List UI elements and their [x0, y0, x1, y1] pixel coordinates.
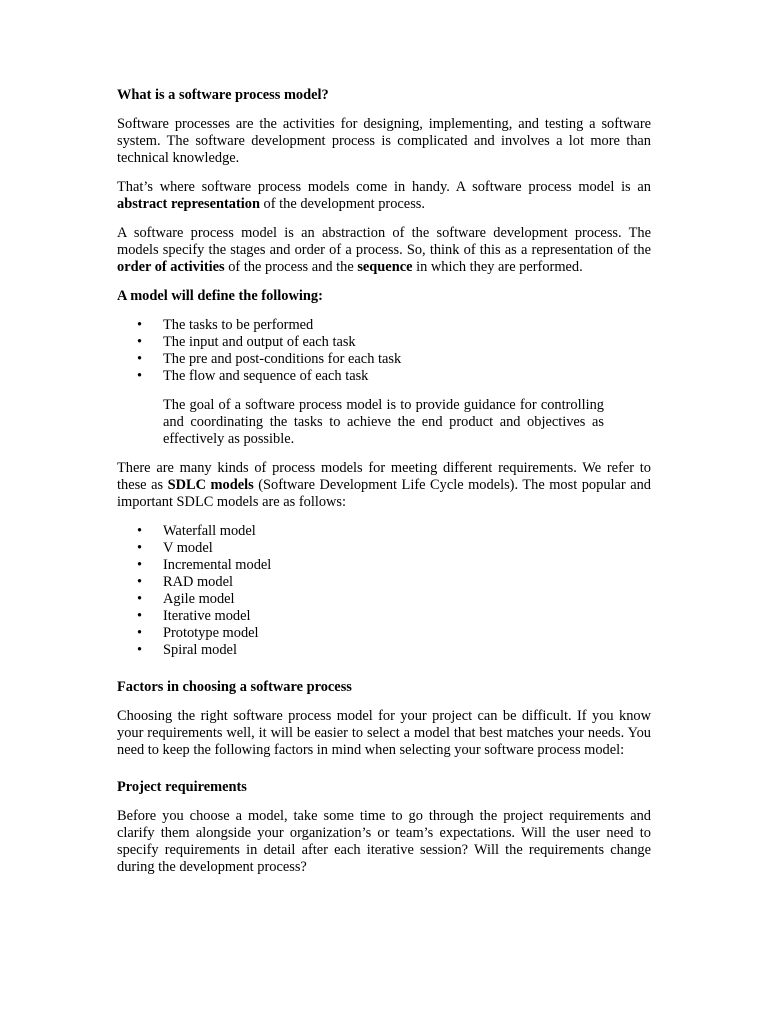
list-item-text: Spiral model: [163, 642, 237, 658]
list-item: [117, 574, 651, 591]
list-sdlc-models: [117, 523, 651, 659]
list-item: [117, 642, 651, 659]
bullet-icon: •: [137, 591, 143, 607]
list-model-defines: [117, 317, 651, 385]
list-item-text: Waterfall model: [163, 523, 256, 539]
bullet-icon: •: [137, 557, 143, 573]
list-item-text: The input and output of each task: [163, 334, 356, 350]
bullet-icon: •: [137, 523, 143, 539]
list-item: [117, 540, 651, 557]
text-segment: in which they are performed.: [412, 259, 583, 275]
list-item: [117, 368, 651, 385]
bullet-icon: •: [137, 574, 143, 590]
list-item-text: Iterative model: [163, 608, 251, 624]
list-item-text: The flow and sequence of each task: [163, 368, 369, 384]
paragraph-process-models: [117, 179, 651, 213]
text-segment: of the process and the: [224, 259, 358, 275]
bold-order-of-activities: order of activities: [117, 259, 225, 275]
list-item: [117, 334, 651, 351]
list-item: [117, 591, 651, 608]
bullet-icon: •: [137, 368, 143, 384]
bullet-icon: •: [137, 317, 143, 333]
list-item: [117, 557, 651, 574]
paragraph-intro: Software processes are the activities for designing, implementing, and testing a software system. The software development process is complicated and involves a lot more than technical knowledge.: [117, 116, 651, 166]
list-item-text: V model: [163, 540, 213, 556]
bullet-icon: •: [137, 625, 143, 641]
list-item-text: Agile model: [163, 591, 235, 607]
list-item-text: Incremental model: [163, 557, 272, 573]
document-body: [117, 87, 651, 888]
paragraph-abstraction: [117, 225, 651, 276]
list-item: [117, 317, 651, 334]
bold-sequence: sequence: [357, 259, 413, 275]
heading-what-is-model: What is a software process model?: [117, 87, 329, 103]
bold-sdlc-models: SDLC models: [167, 477, 254, 493]
text-segment: That’s where software process models come in handy. A software process model is an: [117, 179, 651, 195]
bullet-icon: •: [137, 540, 143, 556]
list-item-text: The pre and post-conditions for each task: [163, 351, 402, 367]
bullet-icon: •: [137, 351, 143, 367]
list-item: [117, 608, 651, 625]
heading-factors: Factors in choosing a software process: [117, 679, 352, 695]
list-item-text: RAD model: [163, 574, 233, 590]
list-item: [117, 625, 651, 642]
paragraph-choosing: Choosing the right software process model for your project can be difficult. If you know your requirements well, it will be easier to select a model that best matches your needs. You need to keep the following factors in mind when selecting your software process model:: [117, 708, 651, 758]
heading-project-requirements: Project requirements: [117, 779, 247, 795]
paragraph-sdlc: [117, 460, 651, 511]
bold-abstract-representation: abstract representation: [117, 196, 260, 212]
heading-model-defines: A model will define the following:: [117, 288, 323, 304]
list-item-text: Prototype model: [163, 625, 259, 641]
paragraph-requirements: Before you choose a model, take some time to go through the project requirements and clarify them alongside your organization’s or team’s expectations. Will the user need to specify requirements in detail after each iterative session? Will the requirements change during the development process?: [117, 808, 651, 875]
bullet-icon: •: [137, 608, 143, 624]
text-segment: A software process model is an abstraction of the software development process. The models specify the stages and order of a process. So, think of this as a representation of the: [117, 225, 651, 258]
list-item: [117, 523, 651, 540]
text-segment: (Software Development Life Cycle models). The most popular and important SDLC models are as follows:: [117, 477, 651, 510]
bullet-icon: •: [137, 334, 143, 350]
paragraph-goal: The goal of a software process model is to provide guidance for controlling and coordinating the tasks to achieve the end product and objectives as effectively as possible.: [163, 397, 604, 447]
list-item-text: The tasks to be performed: [163, 317, 314, 333]
bullet-icon: •: [137, 642, 143, 658]
text-segment: of the development process.: [259, 196, 425, 212]
text-segment: There are many kinds of process models for meeting different requirements. We refer to these as: [117, 460, 651, 493]
list-item: [117, 351, 651, 368]
